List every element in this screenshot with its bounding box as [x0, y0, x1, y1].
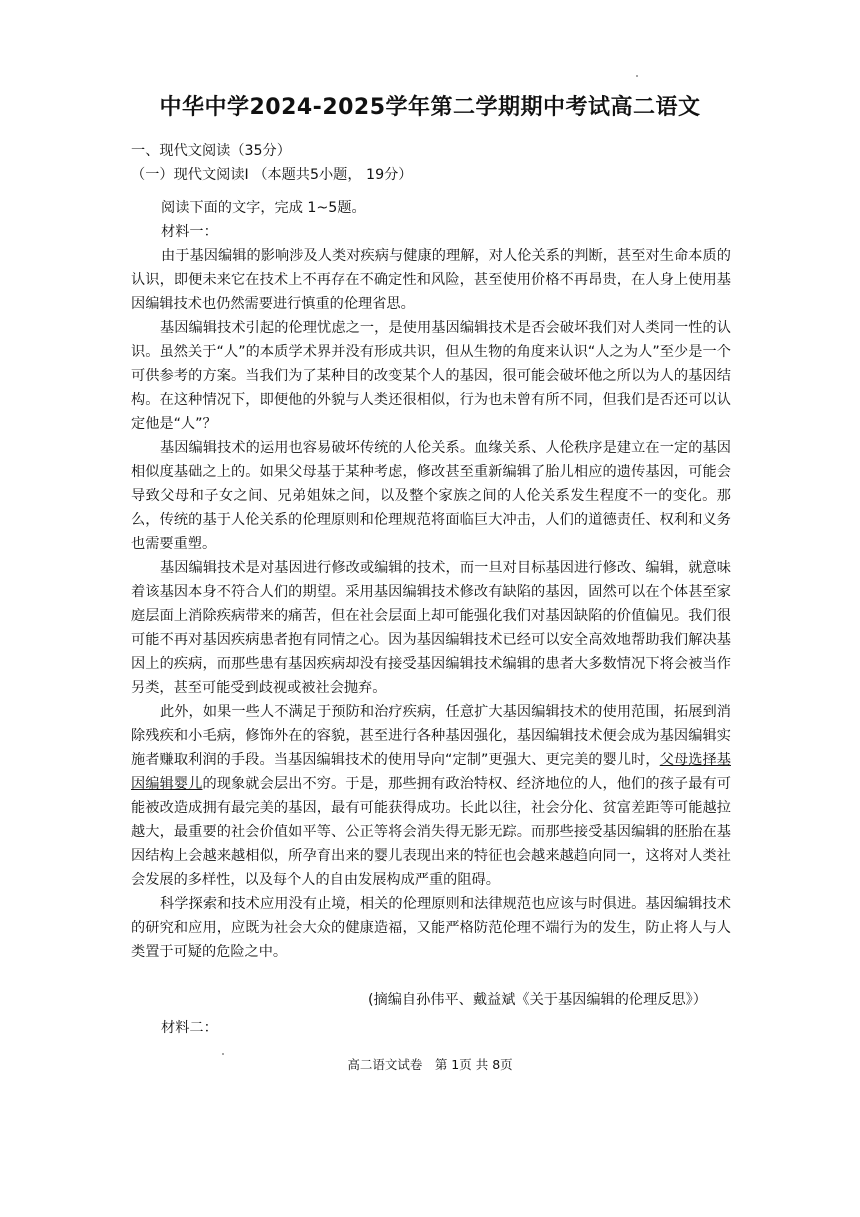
paragraph-5-part-1: 此外，如果一些人不满足于预防和治疗疾病，任意扩大基因编辑技术的使用范围，拓展到消除残疾和小毛病，修饰外在的容貌，甚至进行各种基因强化，基因编辑技术便会成为基因编辑实施者赚取利润的手段。当基因编辑技术的使用导向“定制”更强大、更完美的婴儿时， — [131, 704, 731, 768]
scan-speck — [222, 1053, 224, 1055]
paragraph-5 — [131, 700, 731, 892]
paragraph-1: 由于基因编辑的影响涉及人类对疾病与健康的理解，对人伦关系的判断，甚至对生命本质的认识，即便未来它在技术上不再存在不确定性和风险，甚至使用价格不再昂贵，在人身上使用基因编辑技术也仍然需要进行慎重的伦理省思。 — [131, 248, 731, 312]
paragraph-6: 科学探索和技术应用没有止境，相关的伦理原则和法律规范也应该与时俱进。基因编辑技术的研究和应用，应既为社会大众的健康造福，又能严格防范伦理不端行为的发生，防止将人与人类置于可疑的危险之中。 — [131, 896, 731, 960]
page-title: 中华中学2024-2025学年第二学期期中考试高二语文 — [159, 95, 701, 120]
reading-instruction: 阅读下面的文字，完成 1~5题。 — [161, 200, 366, 216]
material-two-label: 材料二： — [161, 1020, 218, 1036]
scan-speck — [636, 75, 638, 77]
page-footer: 高二语文试卷 第 1页 共 8页 — [347, 1057, 513, 1072]
material-one-label: 材料一： — [161, 224, 218, 240]
paragraph-4: 基因编辑技术是对基因进行修改或编辑的技术，而一旦对目标基因进行修改、编辑，就意味着该基因本身不符合人们的期望。采用基因编辑技术修改有缺陷的基因，固然可以在个体甚至家庭层面上消除疾病带来的痛苦，但在社会层面上却可能强化我们对基因缺陷的价值偏见。我们很可能不再对基因疾病患者抱有同情之心。因为基因编辑技术已经可以安全高效地帮助我们解决基因上的疾病，而那些患有基因疾病却没有接受基因编辑技术编辑的患者大多数情况下将会被当作另类，甚至可能受到歧视或被社会抛弃。 — [131, 560, 731, 696]
article-body — [131, 244, 731, 964]
section-heading: 一、现代文阅读（35分） — [131, 143, 291, 159]
paragraph-2: 基因编辑技术引起的伦理忧虑之一，是使用基因编辑技术是否会破坏我们对人类同一性的认识。虽然关于“人”的本质学术界并没有形成共识，但从生物的角度来认识“人之为人”至少是一个可供参考的方案。当我们为了某种目的改变某个人的基因，很可能会破坏他之所以为人的基因结构。在这种情况下，即便他的外貌与人类还很相似，行为也未曾有所不同，但我们是否还可以认定他是“人”？ — [131, 320, 731, 432]
source-citation: (摘编自孙伟平、戴益斌《关于基因编辑的伦理反思》） — [368, 992, 707, 1008]
paragraph-5-part-2: 的现象就会层出不穷。于是，那些拥有政治特权、经济地位的人，他们的孩子最有可能被改造成拥有最完美的基因，最有可能获得成功。长此以往，社会分化、贫富差距等可能越拉越大，最重要的社会价值如平等、公正等将会消失得无影无踪。而那些接受基因编辑的胚胎在基因结构上会越来越相似，所孕育出来的婴儿表现出来的特征也会越来越趋向同一，这将对人类社会发展的多样性，以及每个人的自由发展构成严重的阻碍。 — [131, 776, 731, 888]
paragraph-3: 基因编辑技术的运用也容易破坏传统的人伦关系。血缘关系、人伦秩序是建立在一定的基因相似度基础之上的。如果父母基于某种考虑，修改甚至重新编辑了胎儿相应的遗传基因，可能会导致父母和子女之间、兄弟姐妹之间，以及整个家族之间的人伦关系发生程度不一的变化。那么，传统的基于人伦关系的伦理原则和伦理规范将面临巨大冲击，人们的道德责任、权利和义务也需要重塑。 — [131, 440, 731, 552]
underlined-phrase: 父母选择基因编辑婴儿 — [131, 752, 731, 792]
subsection-heading: （一）现代文阅读Ⅰ （本题共5小题， 19分） — [131, 167, 413, 183]
